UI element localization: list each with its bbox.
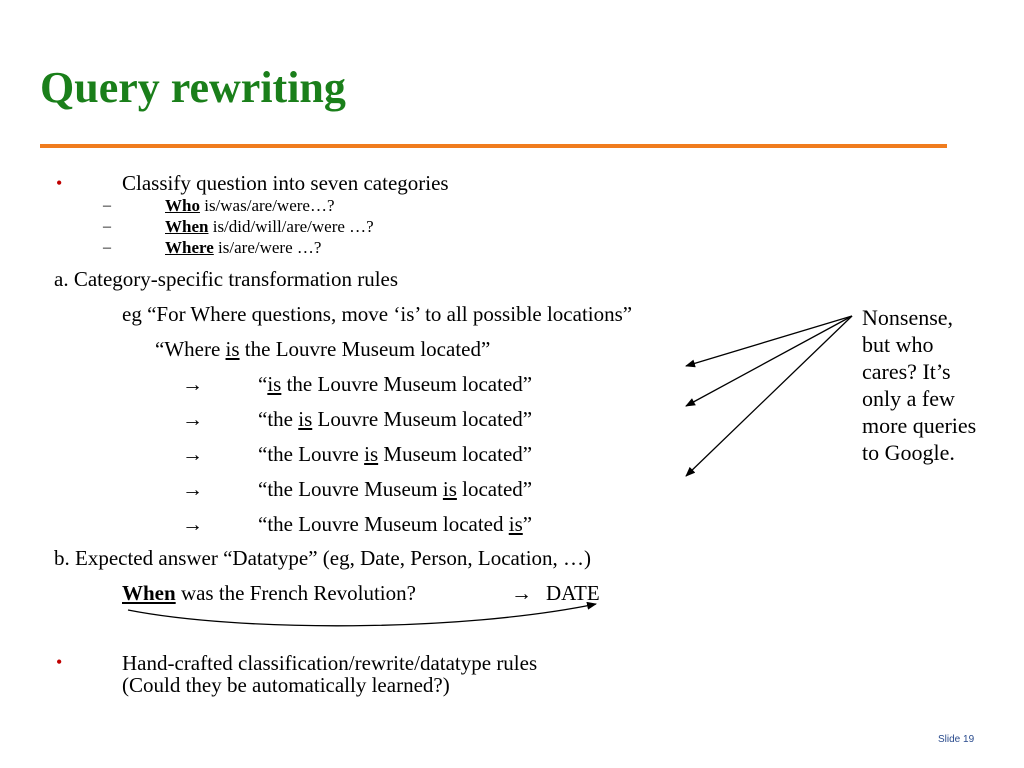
side-note-line-4: only a few: [862, 386, 955, 411]
when-example-arrow: →: [511, 581, 532, 605]
when-example-answer: DATE: [546, 581, 600, 605]
note-arrow-1: [686, 316, 852, 366]
category-who-word: Who: [165, 196, 200, 215]
category-where-word: Where: [165, 238, 214, 257]
rewrite-2-is: is: [298, 407, 313, 431]
slide-number: Slide 19: [938, 734, 975, 745]
rewrite-4-is: is: [442, 477, 457, 501]
side-note-line-6: to Google.: [862, 440, 955, 465]
bullet-hand-crafted-question: (Could they be automatically learned?): [122, 673, 450, 697]
where-question-is: is: [225, 337, 240, 361]
slide-title: Query rewriting: [40, 63, 346, 112]
bullet-marker-2: •: [56, 652, 63, 672]
side-note-line-2: but who: [862, 332, 934, 357]
rewrite-3-pre: “the Louvre: [258, 442, 365, 466]
rewrite-arrow-5: →: [182, 512, 203, 536]
bullet-marker-1: •: [56, 173, 63, 193]
where-question-pre: “Where: [155, 337, 226, 361]
note-arrow-3: [686, 316, 852, 476]
rewrite-arrow-2: →: [182, 407, 203, 431]
category-when-rest: is/did/will/are/were …?: [208, 217, 374, 236]
category-where-rest: is/are/were …?: [213, 238, 322, 257]
where-question-post: the Louvre Museum located”: [239, 337, 491, 361]
eg-rule-line: eg “For Where questions, move ‘is’ to all possible locations”: [122, 302, 633, 326]
dash-marker-2: –: [103, 218, 111, 235]
rewrite-1-post: the Louvre Museum located”: [281, 372, 533, 396]
dash-marker-3: –: [103, 239, 111, 256]
when-example-word: When: [122, 581, 176, 605]
category-who-rest: is/was/are/were…?: [199, 196, 335, 215]
when-example-rest: was the French Revolution?: [175, 581, 416, 605]
rewrite-arrow-3: →: [182, 442, 203, 466]
note-arrow-2: [686, 316, 852, 406]
rewrite-3-is: is: [364, 442, 379, 466]
bullet-classify: Classify question into seven categories: [122, 171, 449, 195]
rewrite-4-pre: “the Louvre Museum: [258, 477, 443, 501]
section-a-heading: a. Category-specific transformation rules: [54, 267, 399, 291]
rewrite-3-post: Museum located”: [378, 442, 533, 466]
dash-marker-1: –: [103, 197, 111, 214]
rewrite-arrow-4: →: [182, 477, 203, 501]
category-when-word: When: [165, 217, 209, 236]
rewrite-5-pre: “the Louvre Museum located: [258, 512, 509, 536]
curved-link-arrow: [128, 604, 596, 626]
side-note-line-1: Nonsense,: [862, 305, 954, 330]
bullet-hand-crafted: Hand-crafted classification/rewrite/datatype rules: [122, 651, 538, 675]
rewrite-2-pre: “the: [258, 407, 299, 431]
side-note-line-5: more queries: [862, 413, 977, 438]
rewrite-4-post: located”: [456, 477, 533, 501]
section-b-heading: b. Expected answer “Datatype” (eg, Date, Person, Location, …): [54, 546, 592, 570]
rewrite-1-is: is: [267, 372, 282, 396]
side-note-line-3: cares? It’s: [862, 359, 951, 384]
rewrite-1-pre: “: [258, 372, 268, 396]
rewrite-5-post: ”: [522, 512, 533, 536]
rewrite-arrow-1: →: [182, 372, 203, 396]
rewrite-5-is: is: [508, 512, 523, 536]
rewrite-2-post: Louvre Museum located”: [312, 407, 533, 431]
